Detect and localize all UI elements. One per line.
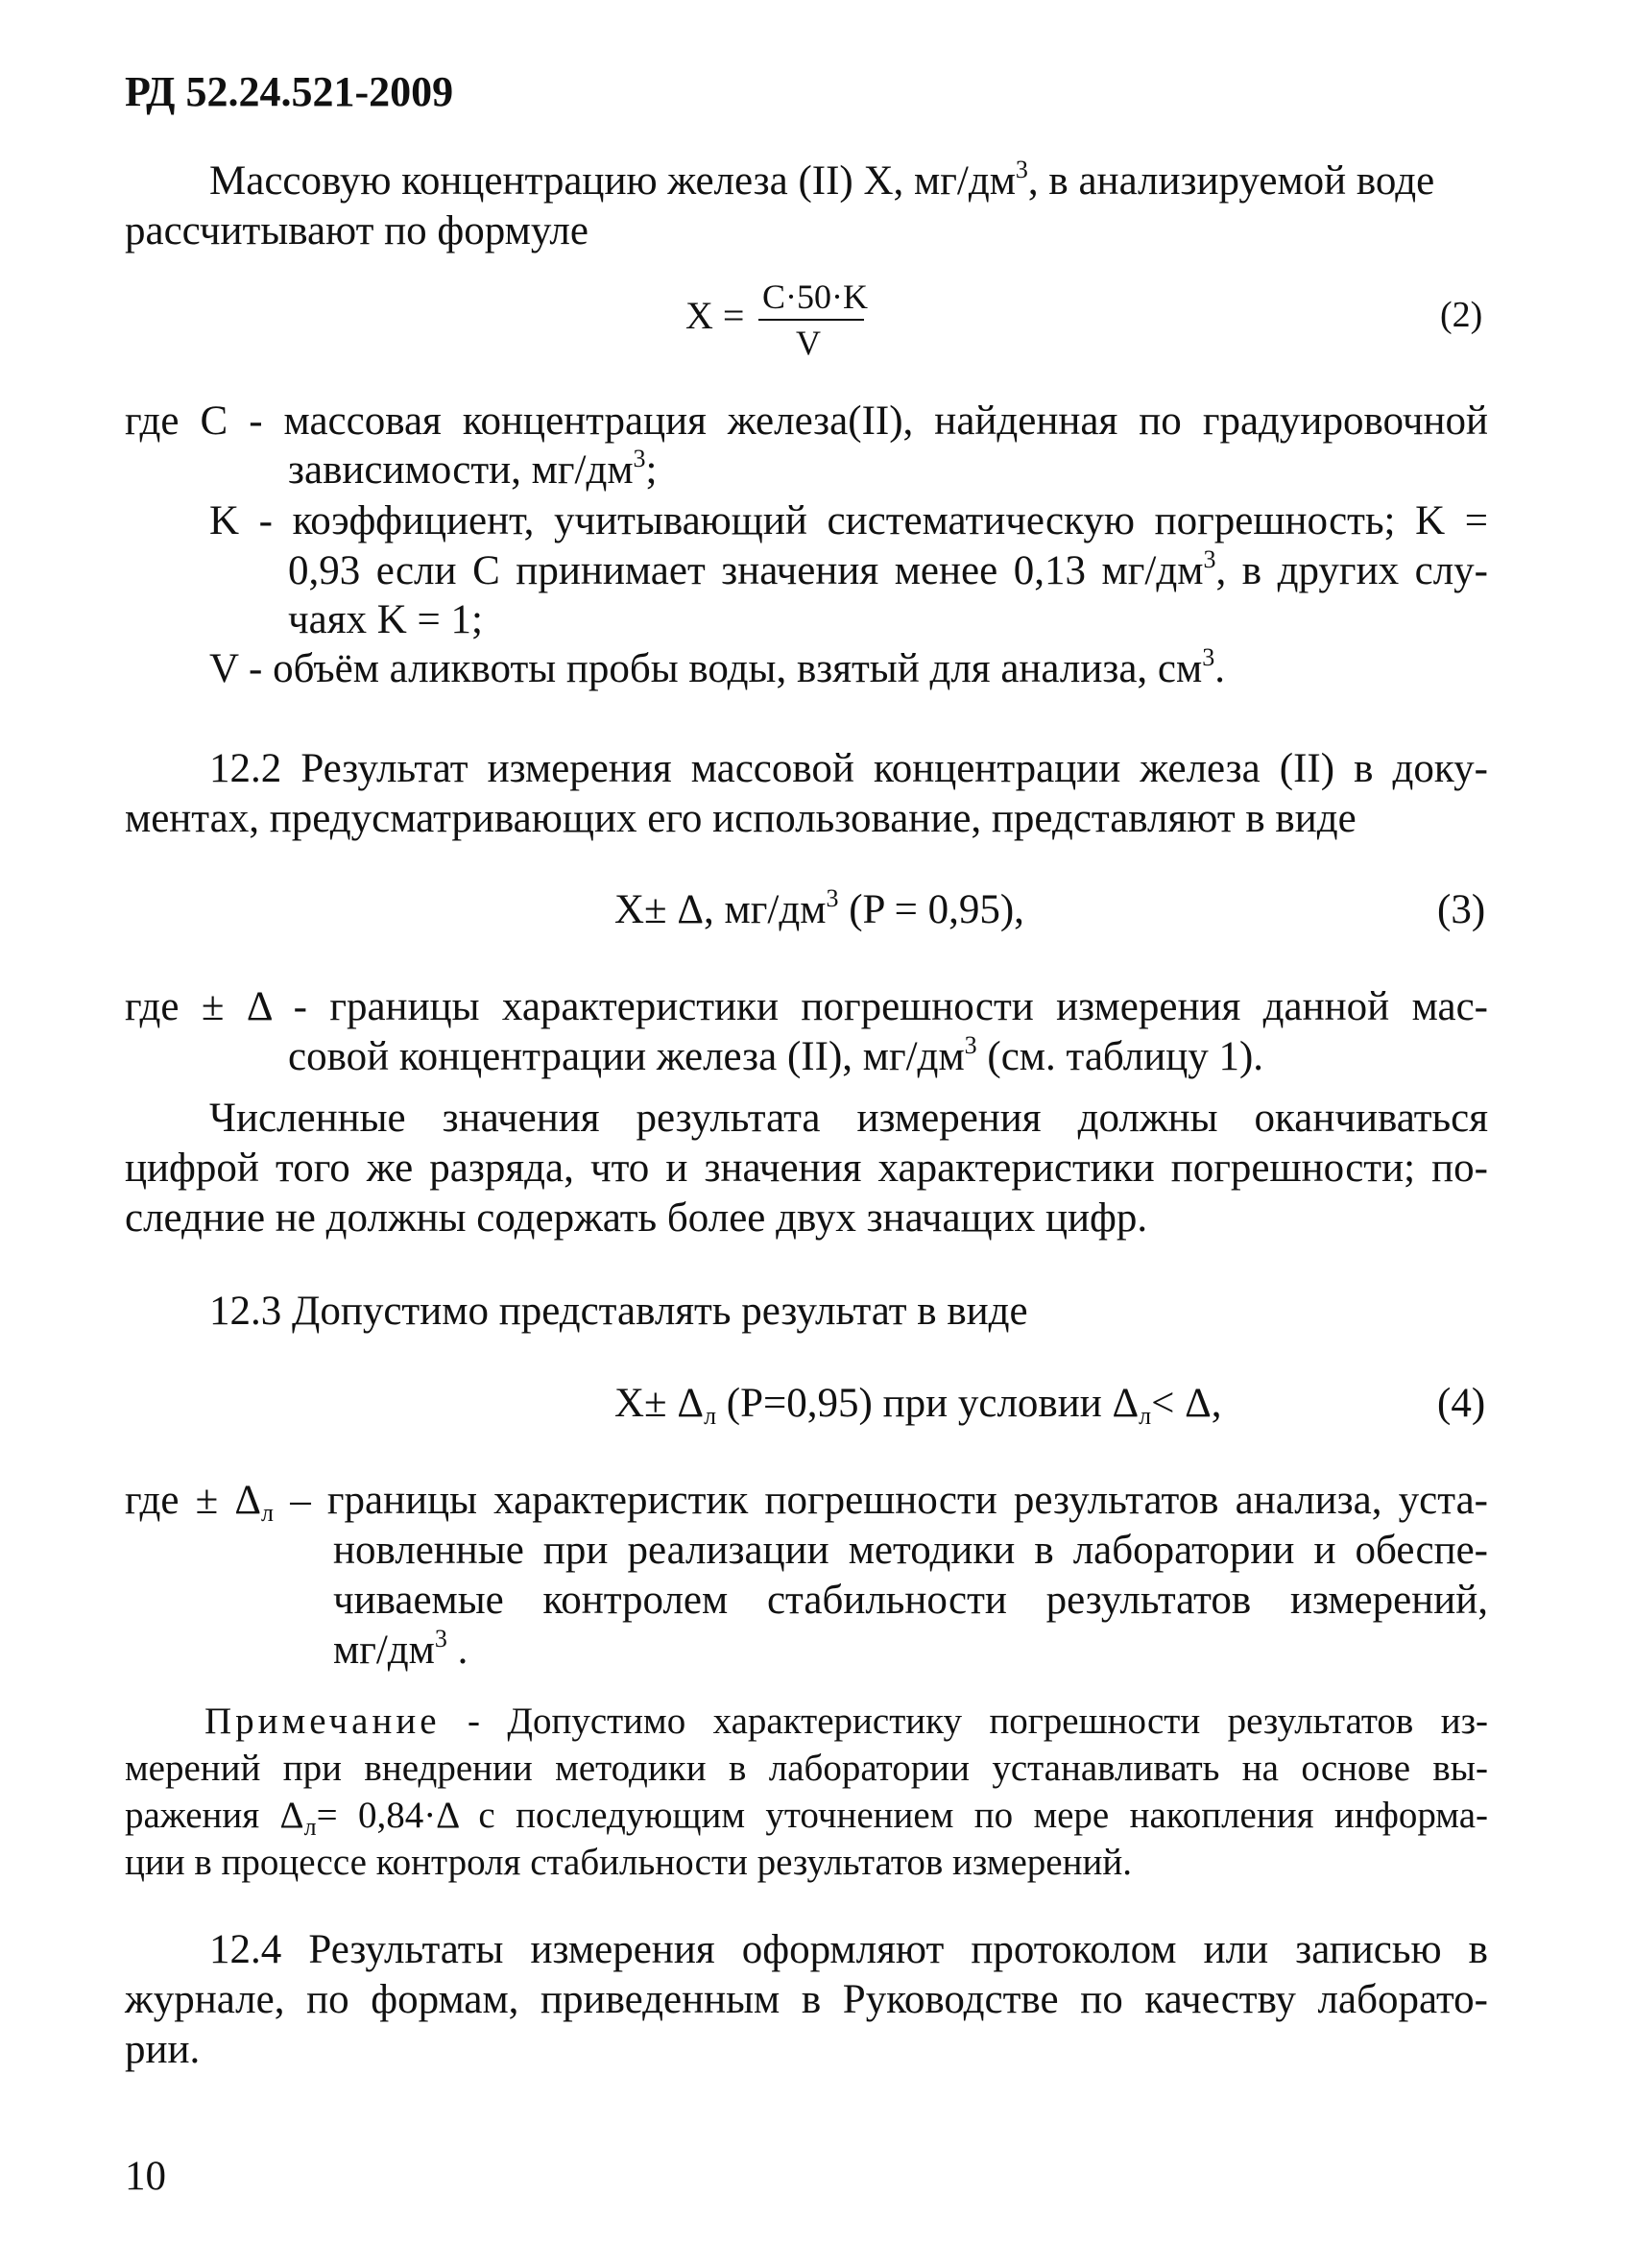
where-delta-l-line-1: где ± $\Delta_л$ – границы характеристик погрешности результатов анализа, уста- [125, 1478, 1488, 1527]
intro-line-2: рассчитывают по формуле [125, 208, 588, 253]
p124-line-1: 12.4 Результаты измерения оформляют протоколом или записью в [209, 1927, 1488, 1972]
p124-line-2: журнале, по формам, приведенным в Руководстве по качеству лаборато- [125, 1977, 1488, 2022]
formula-3-number: (3) [1437, 887, 1486, 932]
formula-4: $X\pm \Delta_л$ (P=0,95) при условии $\Delta_л< \Delta$, [614, 1381, 1222, 1430]
formula-2-number: (2) [1440, 295, 1483, 335]
formula-2-lhs: X = [685, 294, 745, 337]
note-label: Примечание [204, 1701, 441, 1742]
note-line-3: ражения $\Delta_л= 0,84\cdot\Delta$ с последующим уточнением по мере накопления информа- [125, 1795, 1488, 1841]
formula-4-number: (4) [1437, 1381, 1486, 1426]
note-line-1: Примечание - Допустимо характеристику погрешности результатов из- [204, 1701, 1488, 1742]
where-delta-l-line-2: новленные при реализации методики в лаборатории и обеспе- [333, 1528, 1488, 1573]
where-k-line-2: 0,93 если C принимает значения менее 0,13 $мг/дм^3$, в других слу- [288, 545, 1488, 593]
numeric-line-1: Численные значения результата измерения должны оканчиваться [209, 1096, 1488, 1141]
where-delta-l-line-4: $мг/дм^3$ . [333, 1625, 468, 1673]
formula-2-denominator: V [796, 324, 821, 362]
where-k-line-3: чаях K = 1; [288, 597, 483, 642]
formula-2-numerator: C·50·K [762, 277, 868, 316]
where-k-line-1: K - коэффициент, учитывающий систематическую погрешность; K = [209, 498, 1488, 543]
p124-line-3: рии. [125, 2027, 201, 2072]
where-c-line-2: зависимости, $мг/дм^3$; [288, 445, 658, 493]
p123-line-1: 12.3 Допустимо представлять результат в виде [209, 1289, 1028, 1334]
p122-line-2: ментах, предусматривающих его использование, представляют в виде [125, 796, 1357, 841]
where-delta-line-1: где ± Δ - границы характеристики погрешности измерения данной мас- [125, 984, 1488, 1029]
numeric-line-3: следние не должны содержать более двух значащих цифр. [125, 1195, 1148, 1241]
where-c-line-1: где C - массовая концентрация железа(II), найденная по градуировочной [125, 398, 1488, 444]
formula-2-fraction-bar [758, 319, 864, 321]
where-v-line-1: V - объём аликвоты пробы воды, взятый для анализа, $см^3$. [209, 643, 1225, 691]
numeric-line-2: цифрой того же разряда, что и значения характеристики погрешности; по- [125, 1146, 1488, 1191]
note-line-4: ции в процессе контроля стабильности результатов измерений. [125, 1842, 1132, 1883]
note-line-2: мерений при внедрении методики в лаборатории устанавливать на основе вы- [125, 1748, 1488, 1789]
formula-3: X± Δ, $мг/дм^3$ (P = 0,95), [614, 884, 1024, 932]
where-delta-line-2: совой концентрации железа (II), $мг/дм^3$ (см. таблицу 1). [288, 1031, 1264, 1079]
document-code-header: РД 52.24.521-2009 [125, 68, 454, 115]
page-number: 10 [125, 2154, 166, 2199]
p122-line-1: 12.2 Результат измерения массовой концентрации железа (II) в доку- [209, 746, 1488, 791]
intro-line-1: Массовую концентрацию железа (II) X, $мг/дм^3$, в анализируемой воде [209, 156, 1435, 204]
where-delta-l-line-3: чиваемые контролем стабильности результатов измерений, [333, 1578, 1488, 1623]
